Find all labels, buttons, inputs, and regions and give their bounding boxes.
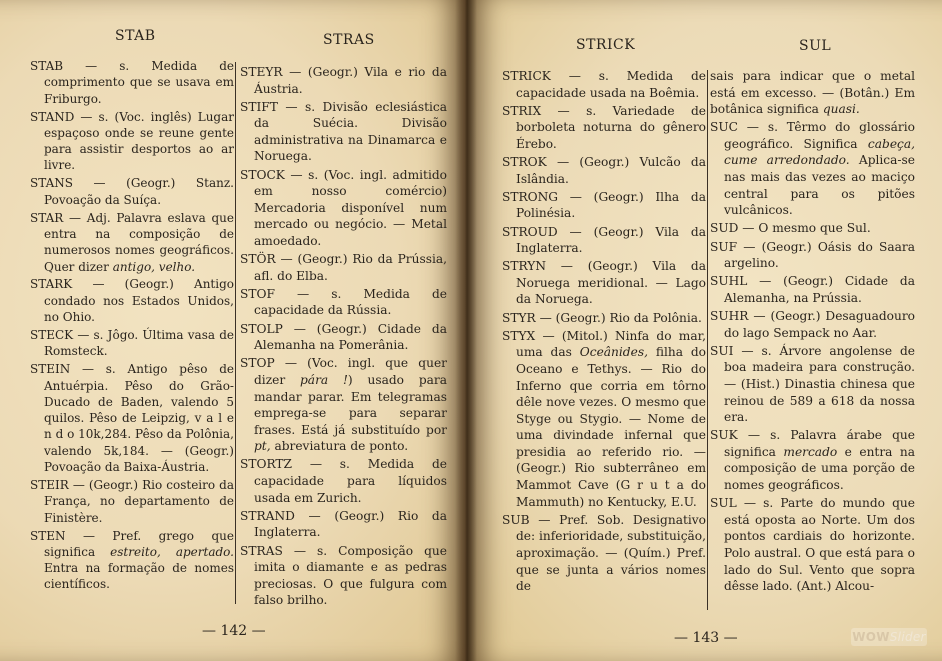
watermark-text-2: Slider — [889, 630, 926, 644]
left-page-column-1 — [30, 58, 234, 594]
entry-italic-text: Oceânides, — [579, 345, 648, 360]
right-page-header-left: STRICK — [576, 37, 636, 53]
entry-text: STAND — s. (Voc. inglês) Lugar espaçoso onde se reune gente para assistir desportos ao ar livre. — [30, 109, 234, 173]
dictionary-entry-sud — [710, 220, 915, 237]
dictionary-entry-steir — [30, 477, 234, 526]
dictionary-entry-strok — [502, 154, 706, 187]
dictionary-entry-stryn — [502, 258, 706, 308]
dictionary-entry-stroud — [502, 224, 706, 257]
right-page-column-1 — [502, 68, 706, 596]
entry-text: STORTZ — s. Medida de capacidade para líquidos usada em Zurich. — [240, 457, 447, 505]
entry-text: SUB — Pref. Sob. Designativo de: inferioridade, substituição, aproximação. — (Quím.) Pref. que se junta a vários nomes de — [502, 512, 706, 594]
column-divider — [235, 62, 236, 604]
column-divider — [707, 70, 708, 610]
entry-text: STOLP — (Geogr.) Cidade da Alemanha na Pomerânia. — [240, 321, 447, 353]
dictionary-entry-sten — [30, 528, 234, 593]
entry-text: Entra na formação de nomes científicos. — [44, 561, 234, 592]
dictionary-entry-stand — [30, 109, 234, 174]
dictionary-entry-stolp — [240, 321, 447, 354]
entry-text: SUL — s. Parte do mundo que está oposta ao Norte. Um dos pontos cardiais do horizonte. Polo austral. O que está para o lado do Sul. Vento que sopra dêsse lado. (Ant.) Alcou- — [710, 496, 915, 594]
entry-text: STOP — (Voc. ingl. que quer dizer — [240, 356, 447, 387]
right-page-column-2 — [710, 68, 915, 596]
entry-italic-text: antigo, velho. — [112, 259, 196, 274]
entry-text: SUK — s. Palavra árabe que significa — [710, 428, 915, 459]
entry-text: SUHR — (Geogr.) Desaguadouro do lago Sempack no Aar. — [710, 309, 915, 340]
left-page-header-right: STRAS — [323, 32, 375, 48]
entry-text: STROUD — (Geogr.) Vila da Inglaterra. — [502, 224, 706, 256]
dictionary-entry-stans — [30, 175, 234, 208]
dictionary-entry-styx — [502, 328, 706, 510]
entry-text: STRAND — (Geogr.) Rio da Inglaterra. — [240, 508, 447, 540]
dictionary-entry-stock — [240, 167, 447, 250]
dictionary-entry-suc — [710, 119, 915, 218]
entry-text: STANS — (Geogr.) Stanz. Povoação da Suíça. — [30, 176, 234, 207]
dictionary-entry-stein — [30, 361, 234, 475]
entry-text: STAR — Adj. Palavra eslava que entra na composição de numerosos nomes geográficos. Quer dizer — [30, 210, 234, 274]
entry-text: STRAS — s. Composição que imita o diamante e as pedras preciosas. O que fulgura com falso brilho. — [240, 543, 447, 608]
entry-text: STRYN — (Geogr.) Vila da Noruega meridional. — Lago da Noruega. — [502, 259, 706, 307]
entry-text: SUF — (Geogr.) Oásis do Saara argelino. — [710, 239, 915, 271]
right-page-header-right: SUL — [799, 38, 832, 54]
entry-italic-text: pt, — [254, 439, 271, 454]
entry-text: sais para indicar que o metal está em excesso. — (Botân.) Em botânica significa — [710, 69, 915, 117]
dictionary-entry-strix — [502, 103, 706, 153]
dictionary-entry-sub-cont — [710, 68, 915, 118]
dictionary-entry-steyr — [240, 64, 447, 97]
dictionary-entry-stift — [240, 99, 447, 165]
entry-text: SUHL — (Geogr.) Cidade da Alemanha, na Prússia. — [710, 274, 915, 305]
entry-italic-text: mercado — [783, 444, 838, 459]
entry-italic-text: cabeça, cume arredondado. — [724, 136, 915, 168]
page-number: — 143 — — [674, 630, 738, 646]
entry-italic-text: quasi. — [822, 102, 860, 117]
dictionary-entry-stark — [30, 276, 234, 325]
entry-text: STOCK — s. (Voc. ingl. admitido em nosso comércio) Mercadoria disponível num mercado ou negócio. — Metal amoedado. — [240, 167, 447, 248]
entry-text: filha do Oceano e Tethys. — Rio do Inferno que corria em tôrno dêle nove vezes. O mesmo que Styge ou Stygio. — Nome de uma divindade infernal que presidia ao referido rio. — (Geogr.) Rio subterrâneo em Mammot Cave (G r u t a do Mammuth) no Kentucky, E.U. — [516, 345, 706, 509]
dictionary-entry-sui — [710, 343, 915, 426]
dictionary-entry-stab — [30, 58, 234, 107]
entry-text: SUI — s. Árvore angolense de boa madeira para construção. — (Hist.) Dinastia chinesa que reinou de 589 a 618 da nossa era. — [710, 343, 915, 425]
entry-text: STEIR — (Geogr.) Rio costeiro da França, no departamento de Finistère. — [30, 477, 234, 525]
dictionary-entry-styr — [502, 310, 706, 327]
dictionary-entry-stras — [240, 543, 447, 609]
dictionary-entry-steck — [30, 327, 234, 360]
dictionary-entry-strick — [502, 68, 706, 101]
entry-text: STARK — (Geogr.) Antigo condado nos Estados Unidos, no Ohio. — [30, 277, 234, 325]
dictionary-entry-sub — [502, 512, 706, 595]
dictionary-entry-suk — [710, 427, 915, 493]
entry-text: STOF — s. Medida de capacidade da Rússia. — [240, 286, 447, 318]
dictionary-entry-strong — [502, 189, 706, 222]
entry-text: abreviatura de ponto. — [270, 439, 409, 454]
dictionary-entry-suhl — [710, 273, 915, 306]
entry-text: STYX — (Mitol.) Ninfa do mar, uma das — [502, 328, 706, 360]
entry-text: ) usado para mandar parar. Em telegramas emprega-se para separar frases. Está já substituído por — [254, 372, 447, 437]
entry-text: STRICK — s. Medida de capacidade usada na Boêmia. — [502, 69, 706, 100]
entry-italic-text: estreito, apertado. — [110, 544, 234, 559]
watermark — [851, 628, 927, 646]
entry-text: SUD — O mesmo que Sul. — [710, 221, 871, 236]
dictionary-entry-suf — [710, 239, 915, 272]
entry-text: STECK — s. Jôgo. Última vasa de Romsteck. — [30, 327, 234, 359]
entry-text: STAB — s. Medida de comprimento que se usava em Friburgo. — [30, 59, 234, 106]
dictionary-entry-strand — [240, 508, 447, 541]
dictionary-entry-suhr — [710, 308, 915, 341]
left-page-header-left: STAB — [115, 28, 156, 44]
dictionary-entry-stortz — [240, 456, 447, 506]
entry-text: STRIX — s. Variedade de borboleta noturna do gênero Érebo. — [502, 103, 706, 151]
dictionary-entry-stor — [240, 251, 447, 284]
book-gutter — [455, 0, 477, 661]
dictionary-entry-stop — [240, 355, 447, 454]
entry-text: STRONG — (Geogr.) Ilha da Polinésia. — [502, 189, 706, 221]
entry-text: STEYR — (Geogr.) Vila e rio da Áustria. — [240, 65, 447, 96]
entry-italic-text: pára ! — [300, 372, 348, 387]
entry-text: Aplica-se nas mais das vezes ao maciço central para os pitões vulcânicos. — [724, 153, 915, 218]
entry-text: e entra na composição de uma porção de nomes geográficos. — [724, 444, 915, 493]
right-page — [466, 0, 942, 661]
dictionary-entry-star — [30, 210, 234, 275]
entry-text: STIFT — s. Divisão eclesiástica da Suécia. Divisão administrativa na Dinamarca e Noruega. — [240, 99, 447, 164]
entry-text: STÖR — (Geogr.) Rio da Prússia, afl. do Elba. — [240, 252, 447, 283]
entry-text: SUC — s. Têrmo do glossário geográfico. Significa — [710, 120, 915, 151]
entry-text: STROK — (Geogr.) Vulcão da Islândia. — [502, 155, 706, 186]
watermark-text-1: WOW — [852, 630, 890, 644]
entry-text: STEN — Pref. grego que significa — [30, 528, 234, 559]
entry-text: STEIN — s. Antigo pêso de Antuérpia. Pêso do Grão-Ducado de Baden, valendo 5 quilos. Pêso de Leipzig, v a l e n d o 10k,284. Pêso da Polônia, valendo 5k,184. — (Geogr.) Povoação da Baixa-Áustria. — [30, 362, 234, 475]
page-number: — 142 — — [202, 623, 266, 639]
dictionary-entry-sul — [710, 495, 915, 594]
left-page — [0, 0, 466, 661]
dictionary-entry-stof — [240, 286, 447, 319]
left-page-column-2 — [240, 64, 447, 610]
entry-text: STYR — (Geogr.) Rio da Polônia. — [502, 310, 702, 325]
